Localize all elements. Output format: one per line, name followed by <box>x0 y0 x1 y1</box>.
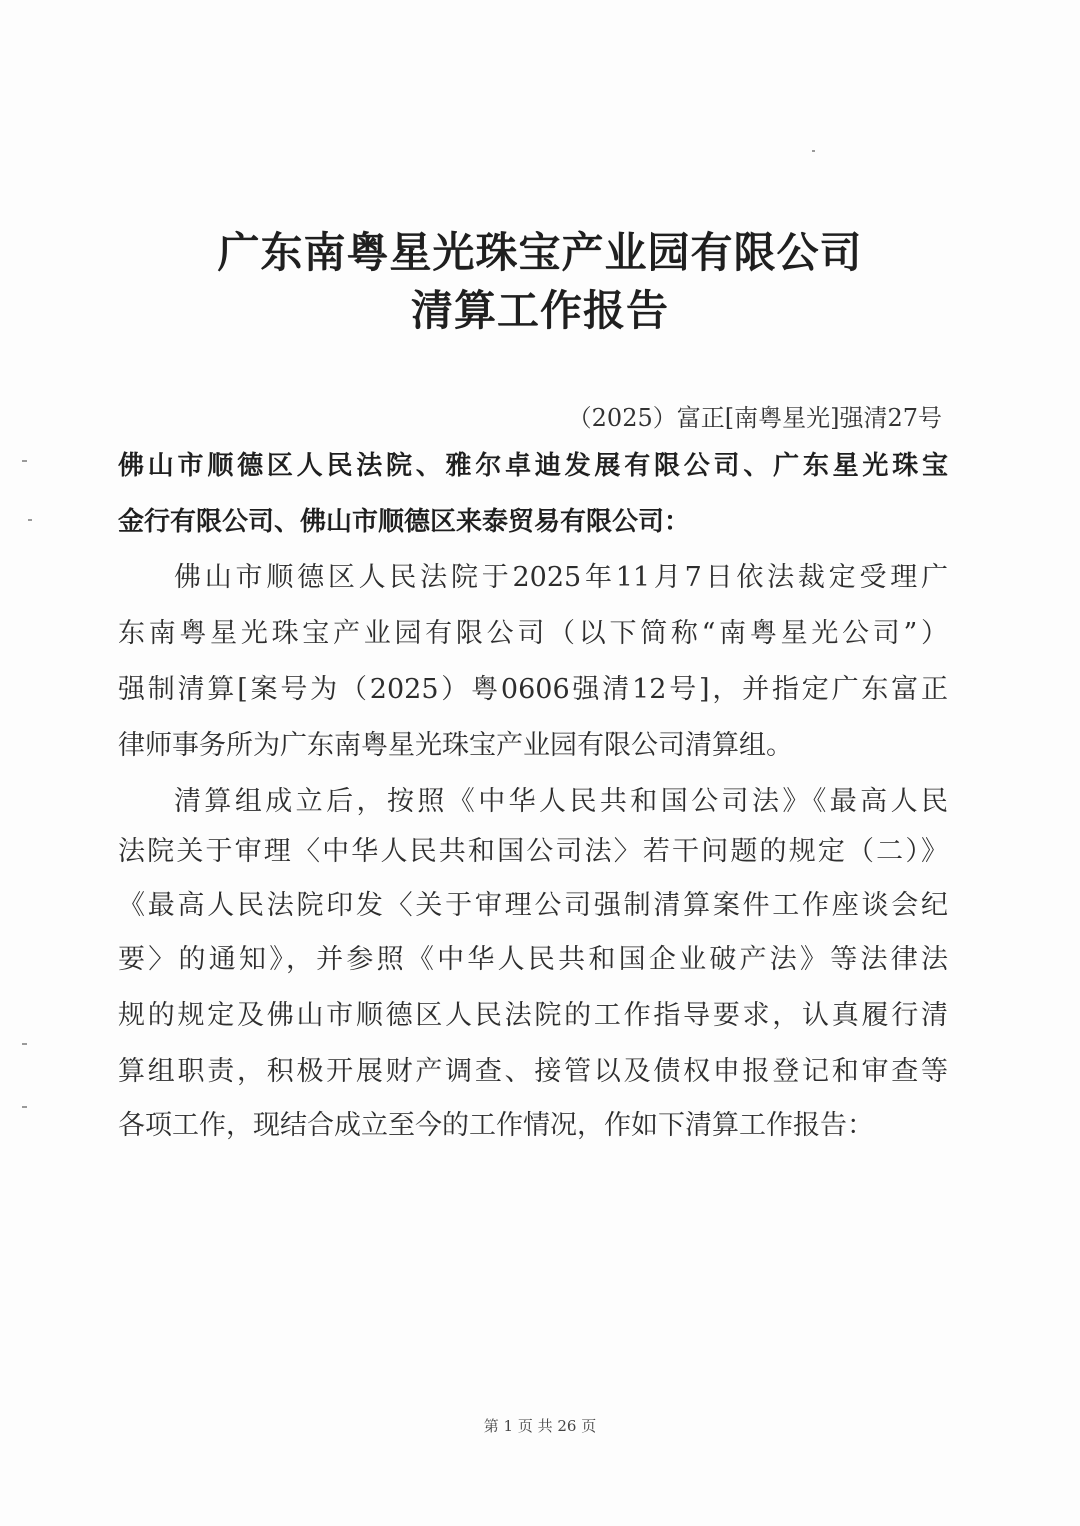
paragraph-2-line: 要〉的通知》，并参照《中华人民共和国企业破产法》等法律法 <box>118 944 948 975</box>
paragraph-2-line: 规的规定及佛山市顺德区人民法院的工作指导要求，认真履行清 <box>118 1000 948 1031</box>
paragraph-2-line: 各项工作，现结合成立至今的工作情况，作如下清算工作报告： <box>118 1110 874 1141</box>
scan-speck <box>28 519 32 521</box>
document-title-line-2: 清算工作报告 <box>410 286 669 335</box>
document-title-line-1: 广东南粤星光珠宝产业园有限公司 <box>217 228 863 277</box>
paragraph-2-line: 清算组成立后，按照《中华人民共和国公司法》《最高人民 <box>174 786 948 817</box>
scan-speck <box>22 1043 27 1045</box>
paragraph-1-line: 律师事务所为广东南粤星光珠宝产业园有限公司清算组。 <box>118 730 793 761</box>
addressee-line: 金行有限公司、佛山市顺德区来泰贸易有限公司： <box>118 507 691 537</box>
addressee-line: 佛山市顺德区人民法院、雅尔卓迪发展有限公司、广东星光珠宝 <box>118 451 948 481</box>
paragraph-1-line: 佛山市顺德区人民法院于2025年11月7日依法裁定受理广 <box>174 562 948 593</box>
scan-speck <box>812 150 815 152</box>
page-footer: 第 1 页 共 26 页 <box>483 1417 597 1435</box>
paragraph-2-line: 算组职责，积极开展财产调查、接管以及债权申报登记和审查等 <box>118 1056 948 1087</box>
paragraph-1-line: 东南粤星光珠宝产业园有限公司（以下简称“南粤星光公司”） <box>118 618 948 649</box>
scan-speck <box>22 460 27 462</box>
document-number: （2025）富正[南粤星光]强清27号 <box>567 404 942 432</box>
scan-speck <box>22 1106 27 1108</box>
paragraph-2-line: 《最高人民法院印发〈关于审理公司强制清算案件工作座谈会纪 <box>118 890 948 921</box>
paragraph-1-line: 强制清算[案号为（2025）粤0606强清12号]，并指定广东富正 <box>118 674 948 705</box>
paragraph-2-line: 法院关于审理〈中华人民共和国公司法〉若干问题的规定（二）》 <box>118 836 948 867</box>
